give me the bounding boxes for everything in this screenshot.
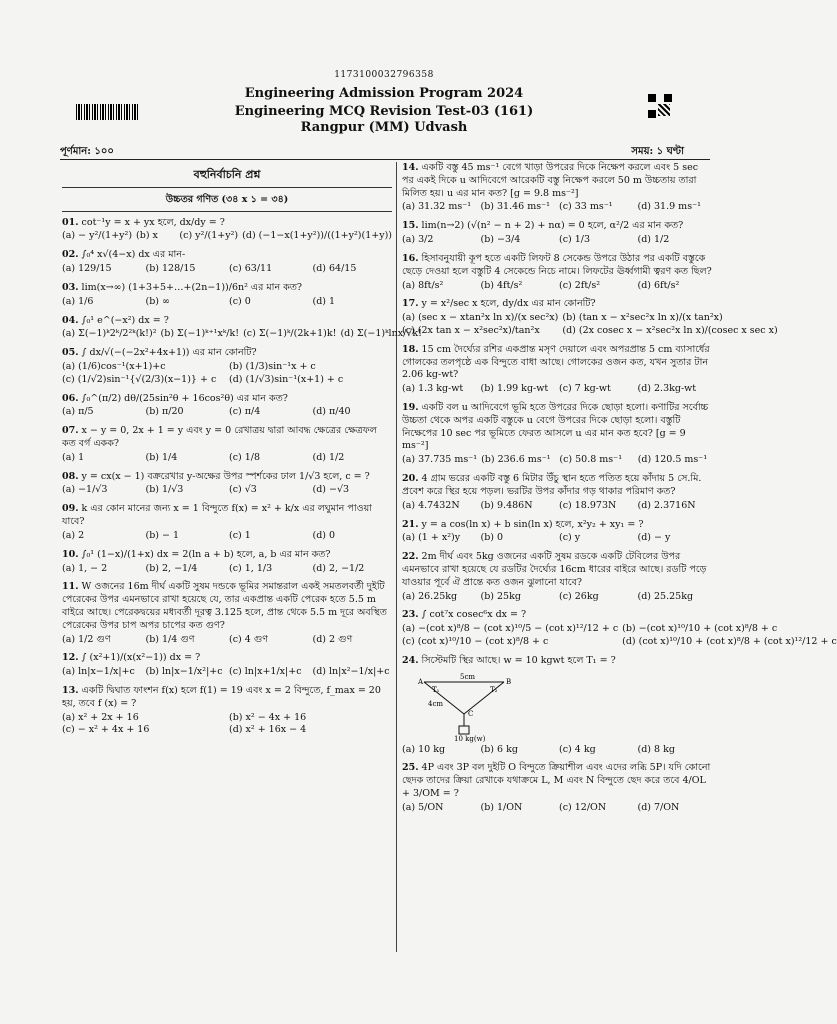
answer-option: (c) ln|x+1/x|+c (229, 666, 302, 678)
question-body: y = a cos(ln x) + b sin(ln x) হলে, x²y₂ + xy₁ = ? (421, 518, 644, 530)
question-number: 06. (62, 392, 79, 404)
question-item (402, 402, 712, 467)
options-row (62, 712, 392, 738)
question-text (402, 220, 712, 233)
answer-option: (a) 10 kg (402, 743, 446, 755)
question-item (402, 762, 712, 814)
question-number: 20. (402, 473, 419, 485)
answer-option: (d) 1/2 (637, 234, 670, 246)
question-text (402, 344, 712, 382)
answer-option: (c) 1, 1/3 (229, 562, 273, 574)
answer-option: (c) 4 গুণ (229, 633, 268, 645)
question-item (62, 393, 392, 420)
question-body: lim(x→∞) (1+3+5+…+(2n−1))/6n² এর মান কত? (81, 281, 302, 293)
answer-option: (b) 236.6 ms⁻¹ (481, 454, 551, 466)
answer-option: (a) 1, − 2 (62, 562, 108, 574)
options-row (62, 406, 392, 419)
question-item (62, 503, 392, 542)
question-body: 2m দীর্ঘ এবং 5kg ওজনের একটি সুষম রডকে একটি টেবিলের উপর এমনভাবে রাখা হয়েছে যে রডটির দৈর্ঘ্যের 16cm ধারের বাইরে আছে। রডটি পড়ে যাওয়ার পূর্বে ঐ প্রান্তে কত ওজন ঝুলানো যাবে? (402, 551, 707, 588)
answer-option: (b) 6 kg (480, 743, 518, 755)
answer-option: (c) 12/ON (559, 801, 607, 813)
question-body: একটি দ্বিঘাত ফাংশন f(x) হলে f(1) = 19 এবং x = 2 বিন্দুতে, f_max = 20 হয়, তবে f (x) = ? (62, 685, 381, 709)
subsection-title: উচ্চতর গণিত (৩৪ x ১ = ৩৪) (62, 192, 392, 212)
question-item (62, 471, 392, 498)
time-limit: সময়: ১ ঘণ্টা (631, 146, 684, 157)
right-column (402, 162, 837, 821)
weight-block (459, 726, 469, 734)
answer-option: (b) π/20 (145, 406, 184, 418)
right-question-list (402, 162, 837, 815)
question-number: 15. (402, 220, 419, 232)
answer-option: (a) 31.32 ms⁻¹ (402, 201, 472, 213)
answer-option: (c) 7 kg-wt (559, 383, 611, 395)
answer-option: (c) y²/(1+y²) (179, 230, 239, 242)
answer-option: (c) 2ft/s² (559, 279, 601, 291)
answer-option: (b) 31.46 ms⁻¹ (480, 201, 550, 213)
answer-option: (c) √3 (229, 484, 257, 496)
question-number: 14. (402, 162, 419, 173)
answer-option: (c) y (559, 532, 581, 544)
question-text (62, 652, 392, 665)
answer-option: (b) − 1 (145, 529, 180, 541)
answer-option: (d) x² + 16x − 4 (229, 724, 307, 736)
options-row (402, 623, 837, 649)
options-row (62, 328, 422, 341)
answer-option: (b) x (136, 230, 158, 242)
question-body: lim(n→2) (√(n² − n + 2) + nα) = 0 হলে, α²/2 এর মান কত? (421, 220, 684, 232)
pulley-diagram (414, 670, 524, 742)
question-text (402, 519, 712, 532)
full-marks: পূর্ণমান: ১০০ (60, 146, 114, 157)
answer-option: (a) Σ(−1)ᵏ2ᵏ/2²ᵏ(k!)² (62, 328, 157, 340)
answer-option: (c) (1/√2)sin⁻¹{√(2/3)(x−1)} + c (62, 373, 217, 385)
question-body: 15 cm দৈর্ঘ্যের রশির একপ্রান্ত মসৃণ দেয়ালে এবং অপরপ্রান্ত 5 cm ব্যাসার্ধের গোলকের তলপৃষ্ঠে এক বিন্দুতে বাধা আছে। গোলকের ওজন কত, যখন সুতার টান 2.06 kg-wt? (402, 343, 710, 381)
center-title: Rangpur (MM) Udvash (300, 120, 468, 135)
question-text (402, 762, 712, 800)
point-b-label: B (506, 677, 512, 686)
answer-option: (b) 1/4 গুণ (145, 633, 195, 645)
answer-option: (d) 120.5 ms⁻¹ (637, 454, 708, 466)
tension-t1-label: T₁ (432, 685, 440, 694)
question-text (62, 249, 392, 262)
question-number: 18. (402, 343, 419, 355)
question-text (402, 298, 712, 311)
question-number: 23. (402, 609, 419, 621)
serial-number: 1173100032796358 (334, 70, 434, 80)
answer-option: (d) (2x cosec x − x²sec²x ln x)/(cosec x sec x) (562, 324, 778, 336)
answer-option: (d) 6ft/s² (637, 279, 680, 291)
question-text (62, 685, 392, 711)
answer-option: (a) −(cot x)⁸/8 − (cot x)¹⁰/5 − (cot x)¹²/12 + c (402, 623, 619, 635)
answer-option: (b) 25kg (480, 590, 521, 602)
question-body: x − y = 0, 2x + 1 = y এবং y = 0 রেখাত্রয় দ্বারা আবদ্ধ ক্ষেত্রের ক্ষেত্রফল কত বর্গ একক? (62, 425, 377, 450)
answer-option: (d) π/40 (312, 406, 351, 418)
question-body: ∫ (x²+1)/(x(x²−1)) dx = ? (81, 652, 201, 664)
question-body: একটি বল u আদিবেগে ভূমি হতে উপরের দিকে ছোড়া হলো। কণাটির সর্বোচ্চ উচ্চতা থেকে অপর একটি বস্তুকে u বেগে উপরের দিকে ছোড়া হলো। বস্তুটি নিক্ষেপের 10 sec পর ভূমিতে ফেরত আসলে u এর মান কত হবে? [g = 9 ms⁻²] (402, 402, 709, 452)
options-row (402, 802, 712, 815)
question-item (402, 162, 712, 214)
options-row (402, 383, 712, 396)
answer-option: (c) (2x tan x − x²sec²x)/tan²x (402, 324, 540, 336)
test-title: Engineering MCQ Revision Test-03 (161) (234, 104, 534, 119)
section-title: বহুনির্বাচনি প্রশ্ন (62, 162, 392, 188)
question-text (402, 402, 712, 453)
answer-option: (a) (1 + x²)y (402, 532, 461, 544)
question-number: 09. (62, 503, 79, 515)
question-number: 21. (402, 518, 419, 530)
question-number: 11. (62, 581, 79, 593)
answer-option: (c) π/4 (229, 406, 261, 418)
question-body: cot⁻¹y = x + yx হলে, dx/dy = ? (81, 216, 225, 228)
question-body: 4 গ্রাম ভরের একটি বস্তু 6 মিটার উঁচু স্থান হতে পতিত হয়ে কাঁদায় 5 সে.মি. প্রবেশ করে স্থির হয়ে পড়ল। ভরটির উপর কাঁদার গড় থাকার পরিমাণ কত? (402, 473, 702, 497)
question-text (62, 282, 392, 295)
options-row (62, 634, 392, 647)
answer-option: (c) 0 (229, 295, 251, 307)
answer-option: (b) 2, −1/4 (145, 562, 198, 574)
answer-option: (c) (cot x)¹⁰/10 − (cot x)⁸/8 + c (402, 636, 549, 647)
program-title: Engineering Admission Program 2024 (244, 86, 524, 101)
answer-option: (b) (1/3)sin⁻¹x + c (229, 360, 316, 372)
question-item (62, 282, 392, 309)
question-text (402, 162, 712, 200)
question-number: 02. (62, 249, 79, 261)
question-number: 04. (62, 314, 79, 326)
answer-option: (b) 1/√3 (145, 484, 184, 496)
question-item (62, 347, 392, 386)
answer-option: (a) 4.7432N (402, 499, 460, 511)
question-item (62, 314, 422, 342)
answer-option: (b) ∞ (145, 295, 170, 307)
answer-option: (a) 5/ON (402, 801, 444, 813)
question-body: y = x²/sec x হলে, dy/dx এর মান কোনটি? (421, 298, 596, 310)
answer-option: (c) 26kg (559, 590, 599, 602)
question-text (402, 655, 712, 668)
answer-option: (a) (sec x − xtan²x ln x)/(x sec²x) (402, 312, 559, 324)
answer-option: (d) 2.3kg-wt (637, 383, 697, 395)
question-number: 24. (402, 654, 419, 666)
question-item (62, 425, 392, 464)
question-text (402, 473, 712, 499)
question-item (402, 344, 712, 396)
question-number: 22. (402, 551, 419, 563)
answer-option: (a) − y²/(1+y²) (62, 230, 133, 242)
question-text (402, 551, 712, 589)
answer-option: (c) 4 kg (559, 743, 596, 755)
answer-option: (b) ln|x−1/x²|+c (145, 666, 223, 678)
answer-option: (d) 25.25kg (637, 590, 694, 602)
length-label-side: 4cm (428, 699, 444, 708)
weight-label: 10 kg(w) (454, 734, 486, 743)
answer-option: (a) −1/√3 (62, 484, 108, 496)
question-body: k এর কোন মানের জন্য x = 1 বিন্দুতে f(x) = x² + k/x এর লঘুমান পাওয়া যাবে? (62, 503, 372, 528)
answer-option: (c) − x² + 4x + 16 (62, 724, 150, 736)
question-item (402, 609, 837, 648)
answer-option: (d) 8 kg (637, 743, 675, 755)
question-text (62, 393, 392, 406)
answer-option: (c) 33 ms⁻¹ (559, 201, 613, 213)
question-item (62, 217, 392, 244)
question-text (62, 315, 392, 328)
options-row (402, 201, 712, 214)
options-row (402, 280, 712, 293)
options-row (402, 234, 712, 247)
question-body: ∫ dx/√(−(−2x²+4x+1)) এর মান কোনটি? (81, 347, 257, 359)
options-row (402, 312, 778, 338)
answer-option: (b) 128/15 (145, 263, 196, 275)
answer-option: (a) 26.25kg (402, 590, 458, 602)
question-text (402, 253, 712, 279)
answer-option: (a) 1/6 (62, 295, 94, 307)
answer-option: (d) − y (637, 532, 671, 544)
answer-option: (a) 8ft/s² (402, 279, 444, 291)
options-row (62, 361, 392, 387)
answer-option: (c) 18.973N (559, 499, 617, 511)
question-number: 01. (62, 216, 79, 228)
answer-option: (c) 1/8 (229, 451, 261, 463)
answer-option: (b) x² − 4x + 16 (229, 711, 307, 723)
answer-option: (a) 1.3 kg-wt (402, 383, 464, 395)
answer-option: (a) 37.735 ms⁻¹ (402, 454, 478, 466)
options-row (62, 296, 392, 309)
question-text (402, 609, 712, 622)
answer-option: (b) −(cot x)¹⁰/10 + (cot x)⁸/8 + c (622, 623, 778, 635)
options-row (402, 454, 712, 467)
question-text (62, 347, 392, 360)
options-row (62, 230, 392, 243)
answer-option: (a) 129/15 (62, 263, 112, 275)
answer-option: (d) 7/ON (637, 801, 680, 813)
answer-option: (a) (1/6)cos⁻¹(x+1)+c (62, 360, 166, 372)
options-row (402, 500, 712, 513)
answer-option: (b) (tan x − x²sec²x ln x)/(x tan²x) (562, 312, 723, 324)
options-row (402, 744, 712, 757)
options-row (62, 530, 392, 543)
answer-option: (d) 1 (312, 295, 336, 307)
question-item (62, 549, 392, 576)
question-body: সিস্টেমটি স্থির আছে। w = 10 kgwt হলে T₁ = ? (421, 654, 616, 666)
question-item (402, 519, 712, 546)
question-number: 17. (402, 298, 419, 310)
options-row (62, 484, 392, 497)
answer-option: (d) ln|x²−1/x|+c (312, 666, 390, 678)
question-number: 12. (62, 652, 79, 664)
answer-option: (d) Σ(−1)ᵏlnx/√k! (340, 328, 422, 340)
question-body: একটি বস্তু 45 ms⁻¹ বেগে খাড়া উপরের দিকে নিক্ষেপ করলে এবং 5 sec পর একই দিকে u আদিবেগে আরেকটি বস্তু নিক্ষেপ করলে 50 m উচ্চতায় তারা মিলিত হয়। u এর মান কত? [g = 9.8 ms⁻²] (402, 162, 699, 199)
answer-option: (c) 1/3 (559, 234, 591, 246)
question-number: 10. (62, 548, 79, 560)
question-body: ∫₀^(π/2) dθ/(25sin²θ + 16cos²θ) এর মান কত? (81, 392, 288, 404)
question-item (62, 652, 392, 679)
answer-option: (c) Σ(−1)ᵏ/(2k+1)k! (243, 328, 337, 340)
answer-option: (b) Σ(−1)ᵏ⁺¹xᵏ/k! (160, 328, 240, 340)
question-number: 25. (402, 762, 419, 774)
tension-t2-label: T₂ (490, 685, 498, 694)
question-number: 05. (62, 347, 79, 359)
options-row (62, 666, 392, 679)
string-a (424, 682, 464, 714)
question-text (62, 471, 392, 484)
answer-option: (c) 50.8 ms⁻¹ (559, 454, 623, 466)
answer-option: (c) 1 (229, 529, 251, 541)
answer-option: (d) 0 (312, 529, 336, 541)
question-body: ∫ cot⁷x cosec⁶x dx = ? (421, 609, 527, 621)
question-number: 07. (62, 425, 79, 437)
options-row (62, 263, 392, 276)
answer-option: (d) 2 গুণ (312, 633, 353, 645)
question-item (62, 685, 392, 737)
answer-option: (b) 1/4 (145, 451, 178, 463)
question-number: 19. (402, 402, 419, 413)
question-text (62, 425, 392, 451)
point-c-label: C (468, 709, 474, 718)
question-item (62, 581, 392, 646)
question-text (62, 581, 392, 632)
question-text (62, 217, 392, 230)
question-number: 16. (402, 252, 419, 264)
question-number: 13. (62, 685, 79, 697)
question-item (402, 220, 712, 247)
answer-option: (a) π/5 (62, 406, 94, 418)
options-row (402, 532, 712, 545)
header-divider (60, 159, 710, 160)
point-a-label: A (418, 677, 424, 686)
answer-option: (d) 1/2 (312, 451, 345, 463)
options-row (62, 563, 392, 576)
question-item (62, 249, 392, 276)
question-body: ∫₀⁴ x√(4−x) dx এর মান- (81, 249, 186, 261)
answer-option: (d) (cot x)¹⁰/10 + (cot x)⁸/8 + (cot x)¹²/12 + c (622, 636, 837, 647)
question-body: ∫₀¹ e^(−x²) dx = ? (81, 314, 169, 326)
question-body: y = cx(x − 1) বক্ররেখার y-অক্ষের উপর স্পর্শকের ঢাল 1/√3 হলে, c = ? (81, 470, 370, 482)
answer-option: (d) 2.3716N (637, 499, 696, 511)
answer-option: (d) 64/15 (312, 263, 357, 275)
answer-option: (d) (−1−x(1+y²))/((1+y²)(1+y)) (242, 230, 392, 242)
answer-option: (d) −√3 (312, 484, 350, 496)
question-text (62, 503, 392, 529)
question-number: 03. (62, 281, 79, 293)
answer-option: (a) 2 (62, 529, 85, 541)
question-item (402, 298, 778, 337)
answer-option: (b) 1/ON (480, 801, 523, 813)
question-item (402, 473, 712, 512)
answer-option: (a) x² + 2x + 16 (62, 711, 139, 723)
answer-option: (b) 1.99 kg-wt (480, 383, 549, 395)
answer-option: (b) 9.486N (480, 499, 533, 511)
column-divider (396, 162, 397, 952)
answer-option: (d) (1/√3)sin⁻¹(x+1) + c (229, 373, 344, 385)
question-body: 4P এবং 3P বল দুইটি O বিন্দুতে ক্রিয়াশীল এবং এদের লব্ধি 5P। যদি কোনো ছেদক তাদের ক্রিয়া রেখাকে যথাক্রমে L, M এবং N বিন্দুতে ছেদ করে তবে 4/OL + 3/OM = ? (402, 762, 711, 800)
answer-option: (a) ln|x−1/x|+c (62, 666, 135, 678)
question-body: W ওজনের 16m দীর্ঘ একটি সুষম দন্ডকে ভূমির সমান্তরাল একই সমতলবর্তী দুইটি পেরেকের উপর এমনভাবে রাখা হয়েছে যে, তার একপ্রান্ত একটি পেরেক হতে 5.5 m বাইরে আছে। পেরেকদ্বয়ের মধ্যবর্তী দূরত্ব 3.125 হলে, প্রান্ত থেকে 5.5 m দূরে অবস্থিত পেরেকের উপর চাপ অপর চাপের কত গুণ? (62, 581, 387, 631)
question-item (402, 253, 712, 292)
answer-option: (d) 2, −1/2 (312, 562, 365, 574)
answer-option: (a) 1 (62, 451, 85, 463)
options-row (62, 452, 392, 465)
question-item (402, 655, 712, 757)
answer-option: (c) 63/11 (229, 263, 273, 275)
question-body: হিসাবনুযায়ী কূপ হতে একটি লিফট 8 সেকেন্ড উপরে উঠার পর একটি বস্তুকে ছেড়ে দেওয়া হলে বস্তুটি 4 সেকেন্ডে নিচে নামে। লিফটের ঊর্ধ্বগামী ত্বরণ কত ছিল? (402, 252, 712, 277)
question-number: 08. (62, 470, 79, 482)
answer-option: (b) −3/4 (480, 234, 521, 246)
length-label-top: 5cm (460, 672, 476, 681)
question-text (62, 549, 392, 562)
answer-option: (b) 0 (480, 532, 504, 544)
answer-option: (d) 31.9 ms⁻¹ (637, 201, 701, 213)
options-row (402, 591, 712, 604)
answer-option: (a) 1/2 গুণ (62, 633, 111, 645)
question-body: ∫₀¹ (1−x)/(1+x) dx = 2(ln a + b) হলে, a, b এর মান কত? (81, 548, 331, 560)
answer-option: (b) 4ft/s² (480, 279, 523, 291)
answer-option: (a) 3/2 (402, 234, 434, 246)
question-item (402, 551, 712, 603)
